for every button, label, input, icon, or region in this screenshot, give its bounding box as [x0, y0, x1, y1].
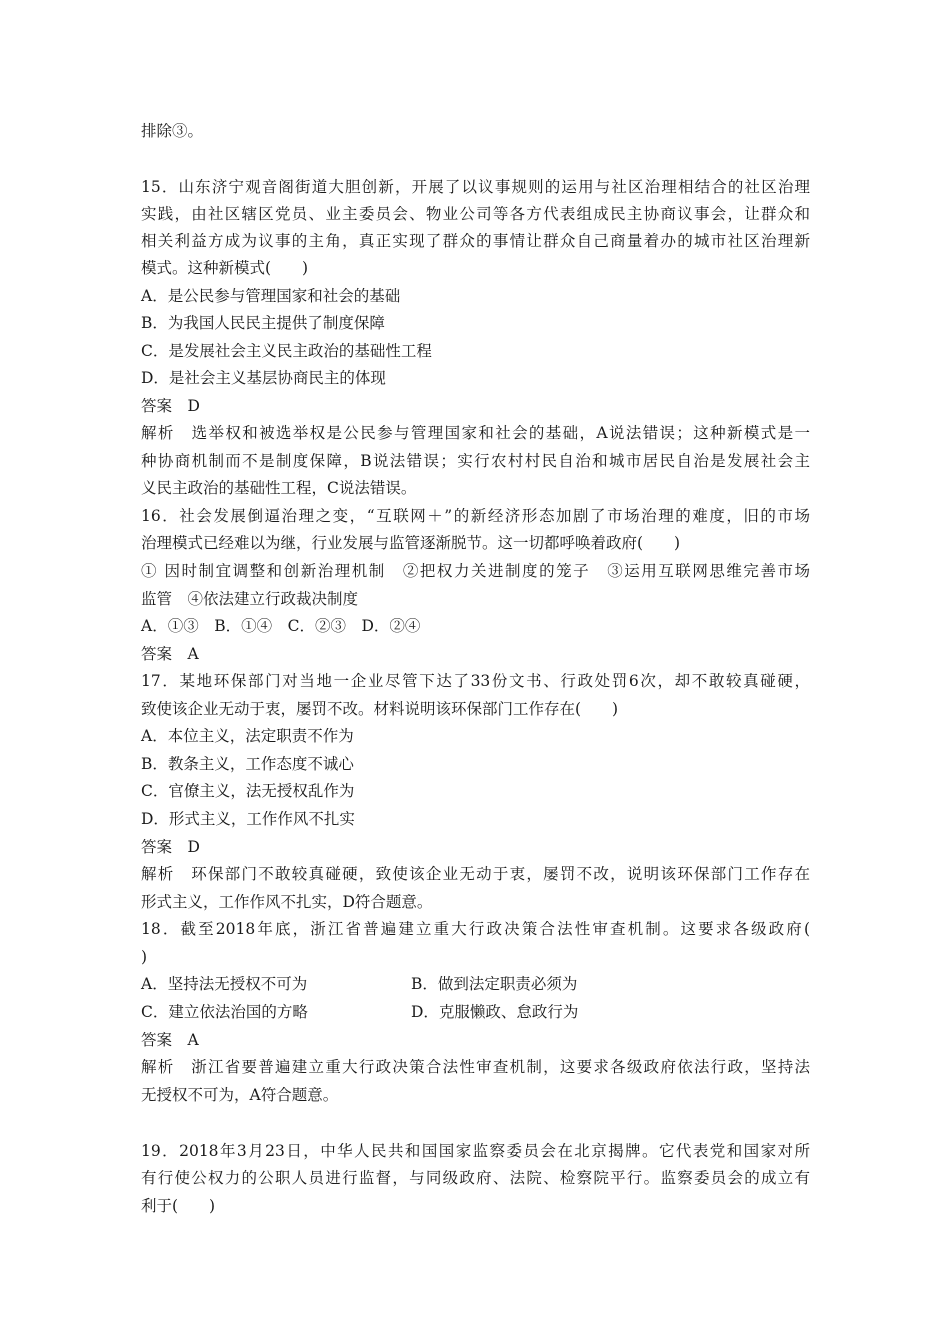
question-18-answer: 答案 A: [141, 1031, 199, 1049]
question-15-stem: 15．山东济宁观音阁街道大胆创新，开展了以议事规则的运用与社区治理相结合的社区治理: [141, 178, 810, 196]
question-19-stem: 19．2018年3月23日，中华人民共和国国家监察委员会在北京揭牌。它代表党和国家对所: [141, 1142, 810, 1160]
question-17-stem: 致使该企业无动于衷，屡罚不改。材料说明该环保部门工作存在( ): [141, 700, 619, 718]
question-16-items: 监管 ④依法建立行政裁决制度: [141, 590, 359, 608]
question-15-analysis: 义民主政治的基础性工程，C说法错误。: [141, 479, 417, 497]
question-17-answer: 答案 D: [141, 838, 200, 856]
question-15-stem: 模式。这种新模式( ): [141, 259, 309, 277]
question-15-analysis: 解析 选举权和被选举权是公民参与管理国家和社会的基础，A说法错误；这种新模式是一: [141, 424, 810, 442]
question-17-analysis: 解析 环保部门不敢较真碰硬，致使该企业无动于衷，屡罚不改，说明该环保部门工作存在: [141, 865, 810, 883]
question-18-stem: ): [141, 948, 148, 966]
question-18-option: A．坚持法无授权不可为: [141, 975, 308, 993]
question-15-option: A．是公民参与管理国家和社会的基础: [141, 287, 401, 305]
question-17-option: A．本位主义，法定职责不作为: [141, 727, 354, 745]
question-18-stem: 18．截至2018年底，浙江省普遍建立重大行政决策合法性审查机制。这要求各级政府(: [141, 920, 810, 938]
question-15-option: B．为我国人民民主提供了制度保障: [141, 314, 385, 332]
question-16-answer: 答案 A: [141, 645, 199, 663]
question-15-analysis: 种协商机制而不是制度保障，B说法错误；实行农村村民自治和城市居民自治是发展社会主: [141, 452, 810, 470]
question-15-stem: 相关利益方成为议事的主角，真正实现了群众的事情让群众自己商量着办的城市社区治理新: [141, 232, 810, 250]
question-16-options: A．①③ B．①④ C．②③ D．②④: [141, 617, 421, 635]
question-18-analysis: 解析 浙江省要普遍建立重大行政决策合法性审查机制，这要求各级政府依法行政，坚持法: [141, 1058, 810, 1076]
question-16-stem: 16．社会发展倒逼治理之变，“互联网＋”的新经济形态加剧了市场治理的难度，旧的市场: [141, 507, 810, 525]
question-16-items: ① 因时制宜调整和创新治理机制 ②把权力关进制度的笼子 ③运用互联网思维完善市场: [141, 562, 810, 580]
question-17-analysis: 形式主义，工作作风不扎实，D符合题意。: [141, 893, 433, 911]
question-15-option: C．是发展社会主义民主政治的基础性工程: [141, 342, 432, 360]
question-18-option: D．克服懒政、怠政行为: [411, 1003, 579, 1021]
question-15-stem: 实践，由社区辖区党员、业主委员会、物业公司等各方代表组成民主协商议事会，让群众和: [141, 205, 810, 223]
question-18-analysis: 无授权不可为，A符合题意。: [141, 1086, 339, 1104]
question-19-stem: 有行使公权力的公职人员进行监督，与同级政府、法院、检察院平行。监察委员会的成立有: [141, 1169, 810, 1187]
question-19-stem: 利于( ): [141, 1197, 216, 1215]
question-16-stem: 治理模式已经难以为继，行业发展与监管逐渐脱节。这一切都呼唤着政府( ): [141, 534, 681, 552]
question-15-answer: 答案 D: [141, 397, 200, 415]
question-17-option: B．教条主义，工作态度不诚心: [141, 755, 354, 773]
question-17-option: D．形式主义，工作作风不扎实: [141, 810, 355, 828]
question-18-option: C．建立依法治国的方略: [141, 1003, 308, 1021]
text-line: 排除③。: [141, 122, 204, 140]
question-18-option: B．做到法定职责必须为: [411, 975, 578, 993]
question-17-stem: 17．某地环保部门对当地一企业尽管下达了33份文书、行政处罚6次，却不敢较真碰硬，: [141, 672, 810, 690]
question-17-option: C．官僚主义，法无授权乱作为: [141, 782, 355, 800]
question-15-option: D．是社会主义基层协商民主的体现: [141, 369, 386, 387]
